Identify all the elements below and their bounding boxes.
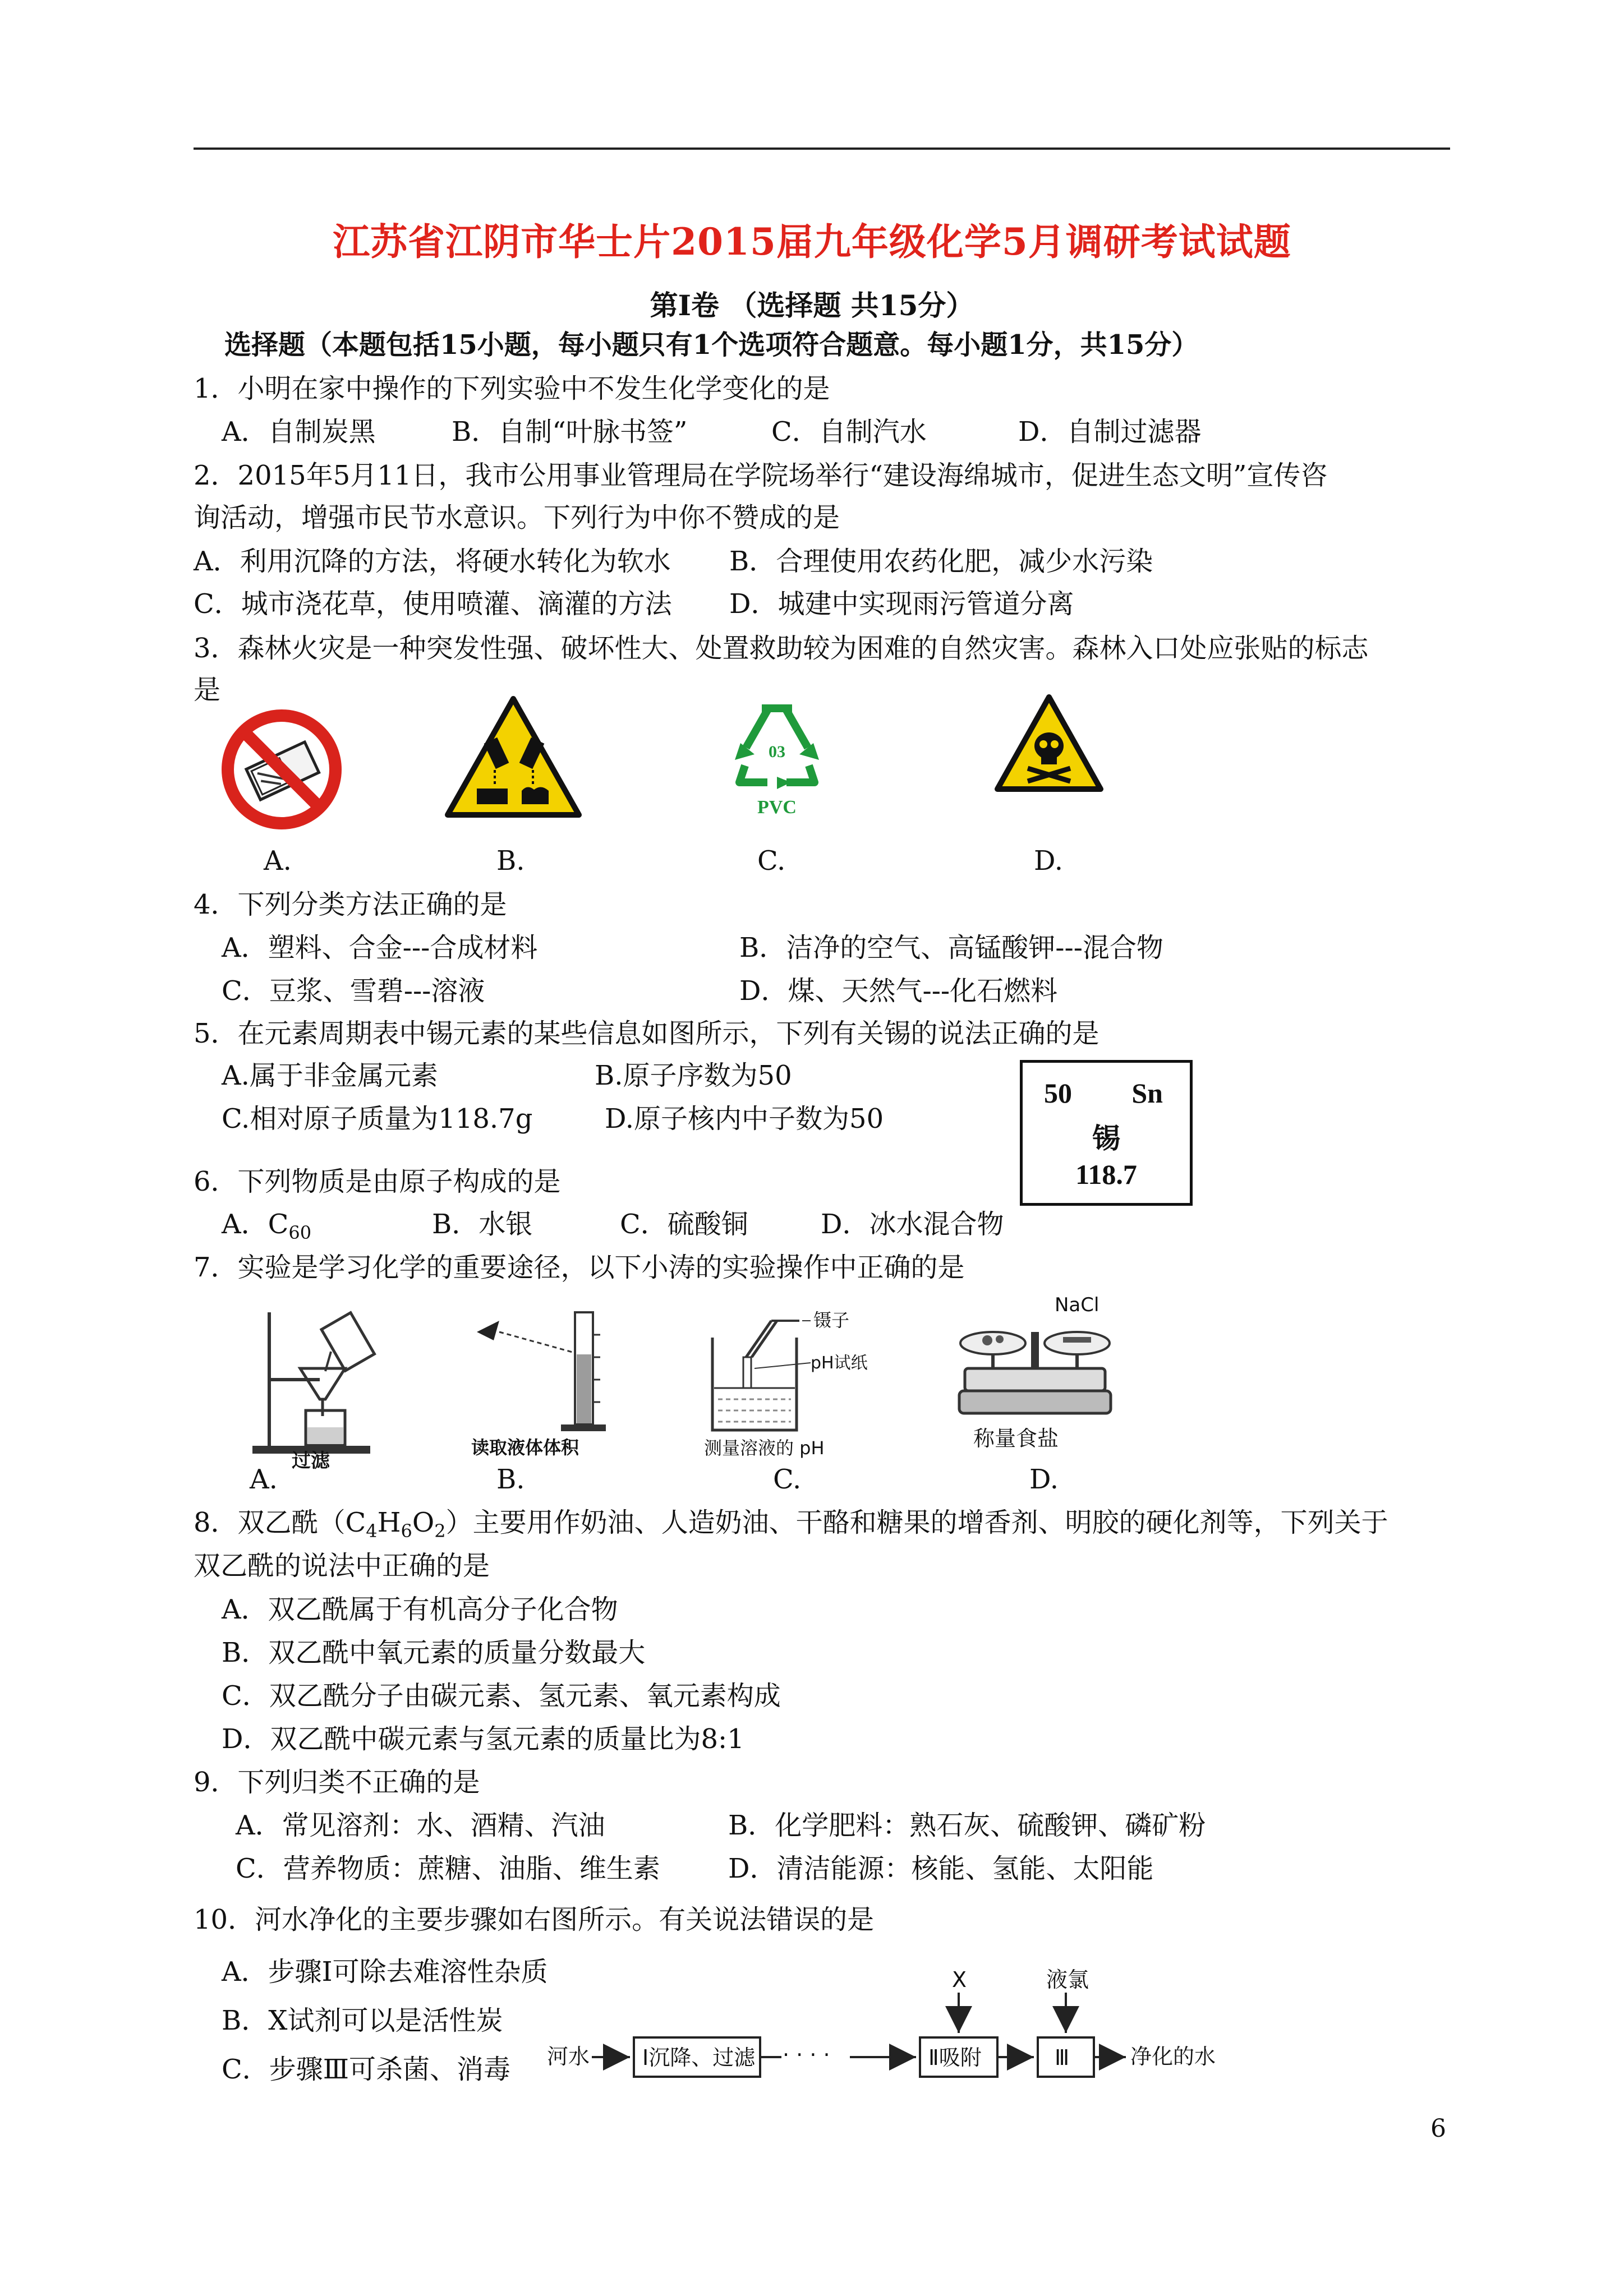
element-symbol: Sn bbox=[1131, 1077, 1163, 1109]
q8-stem-pre: 8．双乙酰（C bbox=[194, 1507, 366, 1538]
q6-option-b: B．水银 bbox=[432, 1209, 533, 1240]
q2-option-c: C．城市浇花草，使用喷灌、滴灌的方法 bbox=[194, 588, 672, 620]
q10-option-c: C．步骤Ⅲ可杀菌、消毒 bbox=[222, 2054, 511, 2085]
atomic-number: 50 bbox=[1044, 1077, 1072, 1109]
flow-step3-label: Ⅲ bbox=[1055, 2045, 1070, 2070]
element-name: 锡 bbox=[1092, 1123, 1120, 1154]
q7-label-c: C. bbox=[773, 1464, 802, 1495]
q1-option-a: A．自制炭黑 bbox=[222, 416, 376, 448]
q6-option-a-subscript: 60 bbox=[288, 1222, 312, 1243]
graduated-cylinder-figure bbox=[466, 1301, 634, 1464]
recycle-symbol-icon bbox=[724, 698, 830, 827]
no-fire-sign-icon bbox=[219, 707, 345, 833]
q8-stem-post: ）主要用作奶油、人造奶油、干酪和糖果的增香剂、明胶的硬化剂等，下列关于 bbox=[445, 1507, 1388, 1538]
water-purification-flowchart bbox=[547, 1966, 1287, 2083]
q2-option-a: A．利用沉降的方法，将硬水转化为软水 bbox=[194, 546, 671, 577]
toxic-warning-icon bbox=[993, 693, 1105, 794]
q4-option-b: B．洁净的空气、高锰酸钾---混合物 bbox=[739, 932, 1163, 963]
corrosive-warning-icon bbox=[443, 694, 583, 820]
filtration-setup-figure bbox=[247, 1301, 387, 1469]
q3-label-c: C. bbox=[757, 845, 786, 877]
q10-stem: 10．河水净化的主要步骤如右图所示。有关说法错误的是 bbox=[194, 1904, 875, 1935]
q9-stem: 9．下列归类不正确的是 bbox=[194, 1767, 480, 1798]
formula-o: O bbox=[412, 1507, 435, 1538]
q6-option-a-text: A．C bbox=[222, 1209, 289, 1240]
q1-stem: 1．小明在家中操作的下列实验中不发生化学变化的是 bbox=[194, 373, 830, 404]
q2-stem-line2: 询活动，增强市民节水意识。下列行为中你不赞成的是 bbox=[194, 502, 840, 533]
q3-label-a: A. bbox=[264, 845, 292, 877]
tin-element-card bbox=[1020, 1060, 1193, 1206]
q3-label-b: B. bbox=[496, 845, 525, 877]
q4-stem: 4．下列分类方法正确的是 bbox=[194, 889, 507, 920]
flow-input-label: 河水 bbox=[547, 2044, 590, 2069]
ph-paper-label: pH试纸 bbox=[811, 1353, 868, 1373]
q7-label-b: B. bbox=[496, 1464, 525, 1495]
ph-caption: 测量溶液的 pH bbox=[704, 1437, 825, 1459]
q4-option-c: C．豆浆、雪碧---溶液 bbox=[222, 975, 485, 1007]
page-title: 江苏省江阴市华士片2015届九年级化学5月调研考试试题 bbox=[333, 220, 1291, 264]
q5-option-a: A.属于非金属元素 bbox=[222, 1060, 438, 1091]
q4-option-d: D．煤、天然气---化石燃料 bbox=[739, 975, 1058, 1007]
atomic-mass: 118.7 bbox=[1075, 1159, 1137, 1190]
balance-scale-figure bbox=[948, 1290, 1133, 1458]
q5-stem: 5．在元素周期表中锡元素的某些信息如图所示，下列有关锡的说法正确的是 bbox=[194, 1018, 1099, 1049]
flow-chlorine-label: 液氯 bbox=[1046, 1967, 1089, 1992]
formula-sub-o: 2 bbox=[434, 1520, 446, 1542]
q10-option-b: B．X试剂可以是活性炭 bbox=[222, 2005, 503, 2036]
q5-option-d: D.原子核内中子数为50 bbox=[605, 1103, 884, 1135]
q1-option-d: D．自制过滤器 bbox=[1018, 416, 1202, 448]
q1-option-b: B．自制“叶脉书签” bbox=[452, 416, 688, 448]
formula-h: H bbox=[377, 1507, 401, 1538]
q2-option-b: B．合理使用农药化肥，减少水污染 bbox=[729, 546, 1153, 577]
q4-option-a: A．塑料、合金---合成材料 bbox=[222, 932, 538, 963]
nacl-label: NaCl bbox=[1055, 1294, 1099, 1316]
q7-stem: 7．实验是学习化学的重要途径，以下小涛的实验操作中正确的是 bbox=[194, 1252, 965, 1283]
q10-option-a: A．步骤Ⅰ可除去难溶性杂质 bbox=[222, 1956, 548, 1988]
q3-stem-line1: 3．森林火灾是一种突发性强、破坏性大、处置救助较为困难的自然灾害。森林入口处应张贴的标志 bbox=[194, 633, 1369, 664]
q6-stem: 6．下列物质是由原子构成的是 bbox=[194, 1166, 561, 1197]
flow-step2-label: Ⅱ吸附 bbox=[928, 2045, 982, 2070]
recycle-code: 03 bbox=[769, 743, 785, 761]
q2-stem-line1: 2．2015年5月11日，我市公用事业管理局在学院场举行“建设海绵城市，促进生态文明”宣传咨 bbox=[194, 460, 1328, 491]
q3-stem-line2: 是 bbox=[194, 674, 221, 706]
q5-option-c: C.相对原子质量为118.7g bbox=[222, 1103, 533, 1135]
q9-option-c: C．营养物质：蔗糖、油脂、维生素 bbox=[236, 1853, 660, 1884]
header-rule bbox=[194, 147, 1450, 150]
q5-option-b: B.原子序数为50 bbox=[595, 1060, 792, 1091]
flow-output-label: 净化的水 bbox=[1130, 2044, 1216, 2069]
section-header: 第Ⅰ卷 （选择题 共15分） bbox=[650, 289, 974, 322]
instructions: 选择题（本题包括15小题，每小题只有1个选项符合题意。每小题1分，共15分） bbox=[224, 329, 1199, 361]
recycle-material: PVC bbox=[757, 797, 797, 818]
q9-option-d: D．清洁能源：核能、氢能、太阳能 bbox=[728, 1853, 1154, 1884]
cylinder-caption: 读取液体体积 bbox=[471, 1437, 579, 1458]
q9-option-a: A．常见溶剂：水、酒精、汽油 bbox=[236, 1810, 605, 1841]
q7-label-d: D. bbox=[1029, 1464, 1059, 1495]
q8-option-b: B．双乙酰中氧元素的质量分数最大 bbox=[222, 1637, 646, 1668]
q8-option-c: C．双乙酰分子由碳元素、氢元素、氧元素构成 bbox=[222, 1680, 781, 1712]
ph-test-figure bbox=[698, 1304, 884, 1461]
q6-option-d: D．冰水混合物 bbox=[821, 1209, 1004, 1240]
balance-caption: 称量食盐 bbox=[973, 1426, 1059, 1451]
q2-option-d: D．城建中实现雨污管道分离 bbox=[729, 588, 1074, 620]
q3-label-d: D. bbox=[1034, 845, 1064, 877]
q9-option-b: B．化学肥料：熟石灰、硫酸钾、磷矿粉 bbox=[728, 1810, 1206, 1841]
q8-option-a: A．双乙酰属于有机高分子化合物 bbox=[222, 1594, 618, 1625]
q1-option-c: C．自制汽水 bbox=[771, 416, 927, 448]
page-number: 6 bbox=[1430, 2114, 1446, 2143]
q8-stem-line1 bbox=[194, 1506, 1388, 1548]
q8-stem-line2: 双乙酰的说法中正确的是 bbox=[194, 1550, 490, 1582]
filtration-caption: 过滤 bbox=[292, 1450, 330, 1469]
q6-option-c: C．硫酸铜 bbox=[620, 1209, 748, 1240]
formula-sub-h: 6 bbox=[401, 1520, 412, 1542]
q7-label-a: A. bbox=[250, 1464, 278, 1495]
q8-option-d: D．双乙酰中碳元素与氢元素的质量比为8:1 bbox=[222, 1723, 744, 1755]
flow-step1-label: Ⅰ沉降、过滤 bbox=[642, 2045, 756, 2070]
flow-dots: · · · · bbox=[783, 2043, 830, 2067]
tweezers-label: 镊子 bbox=[813, 1310, 850, 1331]
flow-x-label: X bbox=[952, 1967, 967, 1992]
formula-sub-c: 4 bbox=[366, 1520, 378, 1542]
q6-option-a bbox=[222, 1207, 311, 1250]
